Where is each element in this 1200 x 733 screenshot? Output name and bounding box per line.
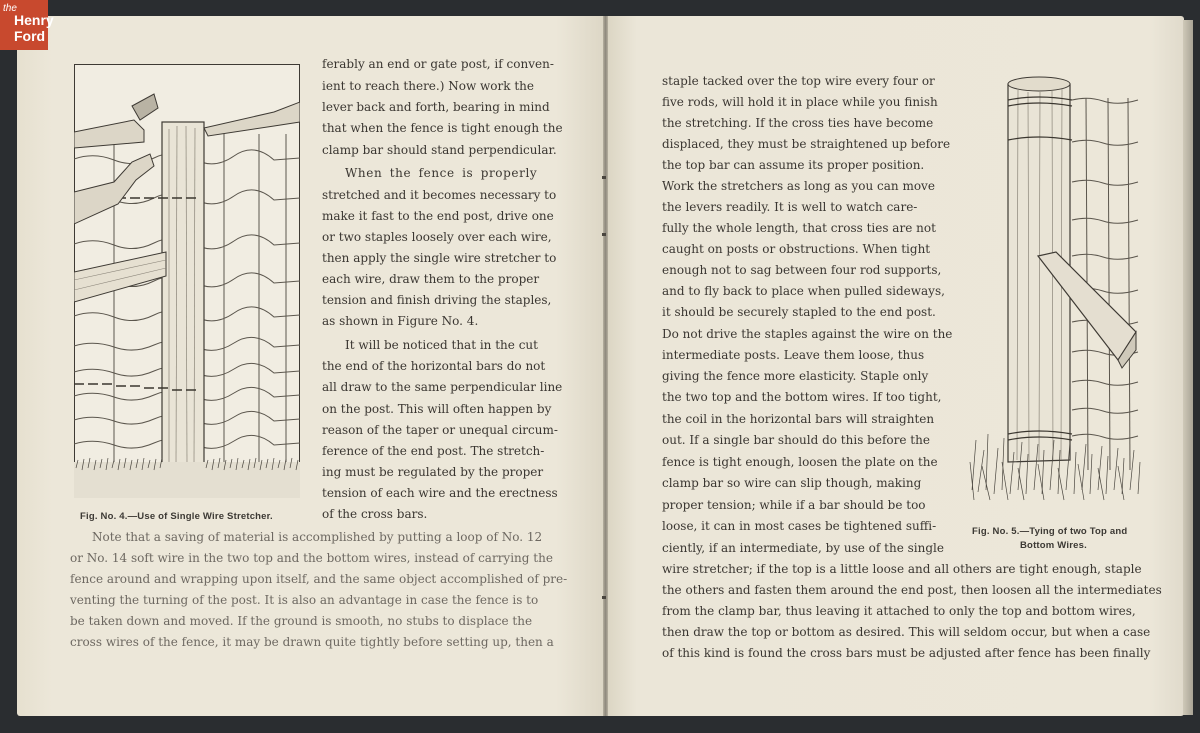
text-line: lever back and forth, bearing in mind xyxy=(322,100,550,114)
text-line: caught on posts or obstructions. When tight xyxy=(662,242,931,256)
figure-4-caption: Fig. No. 4.—Use of Single Wire Stretcher. xyxy=(80,511,273,522)
henry-ford-logo xyxy=(0,0,54,50)
text-line: that when the fence is tight enough the xyxy=(322,121,563,135)
binding-stitch xyxy=(602,233,606,236)
figure-5-illustration xyxy=(968,70,1148,520)
text-line: then apply the single wire stretcher to xyxy=(322,251,557,265)
text-line: enough not to sag between four rod supports, xyxy=(662,263,942,277)
text-line: wire stretcher; if the top is a little loose and all others are tight enough, staple xyxy=(662,562,1142,576)
text-line: tension of each wire and the erectness xyxy=(322,486,558,500)
text-line: Do not drive the staples against the wire on the xyxy=(662,327,953,341)
text-line: then draw the top or bottom as desired. This will seldom occur, but when a case xyxy=(662,625,1151,639)
text-line: of the cross bars. xyxy=(322,507,428,521)
text-line: the end of the horizontal bars do not xyxy=(322,359,546,373)
text-line: each wire, draw them to the proper xyxy=(322,272,540,286)
text-line: clamp bar should stand perpendicular. xyxy=(322,143,557,157)
text-line: the others and fasten them around the end post, then loosen all the intermediates xyxy=(662,583,1162,597)
text-line: clamp bar so wire can slip though, making xyxy=(662,476,922,490)
logo-text-ford: Ford xyxy=(14,28,46,44)
text-line: or No. 14 soft wire in the two top and the bottom wires, instead of carrying the xyxy=(70,551,553,565)
text-line: tension and finish driving the staples, xyxy=(322,293,552,307)
figure-4-illustration xyxy=(74,64,300,498)
text-line: all draw to the same perpendicular line xyxy=(322,380,563,394)
text-line: the levers readily. It is well to watch care- xyxy=(662,200,918,214)
text-line: intermediate posts. Leave them loose, thus xyxy=(662,348,925,362)
figure-5-caption-line-2: Bottom Wires. xyxy=(1020,540,1087,551)
text-line: ciently, if an intermediate, by use of the single xyxy=(662,541,944,555)
text-line: from the clamp bar, thus leaving it attached to only the top and bottom wires, xyxy=(662,604,1136,618)
text-line: the top bar can assume its proper position. xyxy=(662,158,925,172)
text-line: proper tension; while if a bar should be too xyxy=(662,498,926,512)
text-line: It will be noticed that in the cut xyxy=(345,338,538,352)
text-line: staple tacked over the top wire every four or xyxy=(662,74,935,88)
text-line: on the post. This will often happen by xyxy=(322,402,552,416)
text-line: ient to reach there.) Now work the xyxy=(322,79,535,93)
text-line: be taken down and moved. If the ground is smooth, no stubs to displace the xyxy=(70,614,533,628)
text-line: Note that a saving of material is accomplished by putting a loop of No. 12 xyxy=(92,530,543,544)
text-line: ferably an end or gate post, if conven- xyxy=(322,57,554,71)
text-line: ference of the end post. The stretch- xyxy=(322,444,545,458)
text-line: it should be securely stapled to the end post. xyxy=(662,305,936,319)
text-line: make it fast to the end post, drive one xyxy=(322,209,554,223)
text-line: out. If a single bar should do this before the xyxy=(662,433,930,447)
text-line: loose, it can in most cases be tightened suffi- xyxy=(662,519,937,533)
text-line: as shown in Figure No. 4. xyxy=(322,314,479,328)
text-line: displaced, they must be straightened up before xyxy=(662,137,951,151)
logo-text-henry: Henry xyxy=(14,12,54,28)
text-line: ing must be regulated by the proper xyxy=(322,465,544,479)
text-line: the stretching. If the cross ties have become xyxy=(662,116,934,130)
text-line: fence around and wrapping upon itself, and the same object accomplished of pre- xyxy=(70,572,568,586)
text-line: five rods, will hold it in place while you finish xyxy=(662,95,938,109)
text-line: the coil in the horizontal bars will straighten xyxy=(662,412,935,426)
text-line: Work the stretchers as long as you can move xyxy=(662,179,935,193)
text-line: giving the fence more elasticity. Staple only xyxy=(662,369,929,383)
text-line: cross wires of the fence, it may be drawn quite tightly before setting up, then a xyxy=(70,635,554,649)
text-line: and to fly back to place when pulled sideways, xyxy=(662,284,945,298)
binding-stitch xyxy=(602,176,606,179)
text-line: When the fence is properly xyxy=(345,166,538,180)
text-line: reason of the taper or unequal circum- xyxy=(322,423,558,437)
text-line: of this kind is found the cross bars must be adjusted after fence has been finally xyxy=(662,646,1151,660)
text-line: fully the whole length, that cross ties are not xyxy=(662,221,936,235)
text-line: fence is tight enough, loosen the plate on the xyxy=(662,455,938,469)
page-edge xyxy=(1183,20,1193,715)
binding-stitch xyxy=(602,596,606,599)
text-line: the two top and the bottom wires. If too tight, xyxy=(662,390,942,404)
logo-text-the: the xyxy=(3,3,17,14)
text-line: stretched and it becomes necessary to xyxy=(322,188,557,202)
text-line: or two staples loosely over each wire, xyxy=(322,230,552,244)
figure-5-caption-line-1: Fig. No. 5.—Tying of two Top and xyxy=(972,526,1128,537)
text-line: venting the turning of the post. It is also an advantage in case the fence is to xyxy=(70,593,539,607)
